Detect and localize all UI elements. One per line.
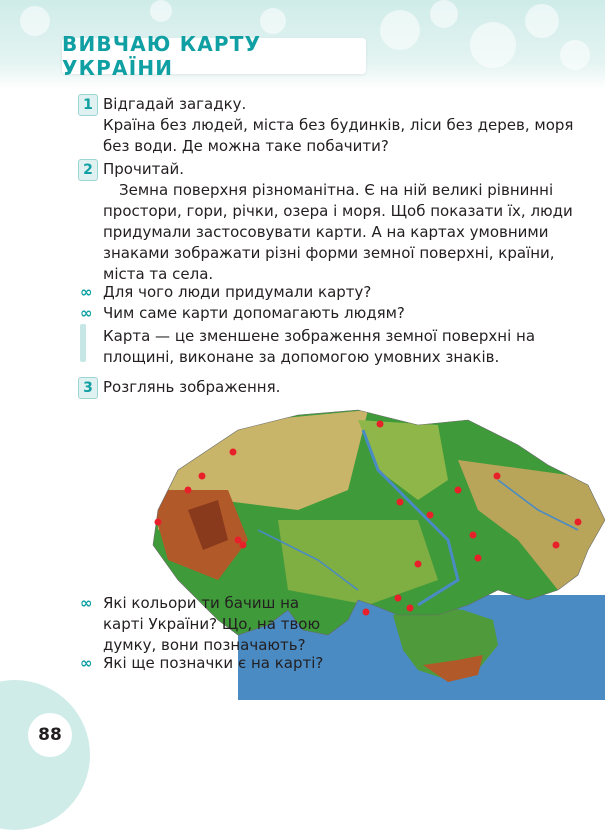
city-marker	[494, 473, 501, 480]
task-number-badge: 1	[78, 94, 98, 116]
decor-bubble	[560, 40, 590, 70]
city-marker	[240, 542, 247, 549]
city-marker	[199, 473, 206, 480]
decor-bubble	[20, 6, 50, 36]
decor-bubble	[380, 10, 420, 50]
decor-bubble	[430, 0, 458, 28]
definition-line: площині, виконане за допомогою умовних знаків.	[103, 348, 500, 366]
task1-line: без води. Де можна таке побачити?	[103, 137, 389, 155]
definition-marker-bar	[80, 324, 86, 362]
task3-question-line: Які ще позначки є на карті?	[103, 654, 324, 672]
task2-text-line: Земна поверхня різноманітна. Є на ній великі рівнинні	[119, 181, 554, 199]
task2-text-line: придумали застосовувати карти. А на картах умовними	[103, 223, 549, 241]
city-marker	[155, 519, 162, 526]
task3-heading: Розглянь зображення.	[103, 378, 281, 396]
infinity-bullet-icon: ∞	[80, 304, 93, 322]
task2-heading: Прочитай.	[103, 160, 185, 178]
task-number-badge: 3	[78, 377, 98, 399]
task3-question-line: думку, вони позначають?	[103, 636, 306, 654]
task1-line: Країна без людей, міста без будинків, ліси без дерев, моря	[103, 116, 574, 134]
page-title: ВИВЧАЮ КАРТУ УКРАЇНИ	[62, 32, 262, 80]
city-marker	[397, 499, 404, 506]
decor-bubble	[150, 0, 172, 22]
city-marker	[395, 595, 402, 602]
infinity-bullet-icon: ∞	[80, 283, 93, 301]
decor-bubble	[525, 4, 559, 38]
task2-text-line: знаками зображати різні форми земної поверхні, країни,	[103, 244, 555, 262]
task2-question: Для чого люди придумали карту?	[103, 283, 372, 301]
city-marker	[415, 561, 422, 568]
city-marker	[235, 537, 242, 544]
infinity-bullet-icon: ∞	[80, 654, 93, 672]
page-number: 88	[28, 713, 72, 757]
decor-bubble	[260, 8, 286, 34]
page-title-box	[62, 32, 366, 80]
task2-text-line: міста та села.	[103, 265, 214, 283]
task1-line: Відгадай загадку.	[103, 95, 247, 113]
infinity-bullet-icon: ∞	[80, 594, 93, 612]
task2-text-line: простори, гори, річки, озера і моря. Щоб показати їх, люди	[103, 202, 573, 220]
task2-question: Чим саме карти допомагають людям?	[103, 304, 405, 322]
city-marker	[455, 487, 462, 494]
city-marker	[470, 532, 477, 539]
city-marker	[553, 542, 560, 549]
city-marker	[407, 605, 414, 612]
city-marker	[427, 512, 434, 519]
city-marker	[377, 421, 384, 428]
decor-bubble	[470, 22, 516, 68]
city-marker	[230, 449, 237, 456]
task3-question-line: карті України? Що, на твою	[103, 615, 321, 633]
city-marker	[185, 487, 192, 494]
task3-question-line: Які кольори ти бачиш на	[103, 594, 300, 612]
task-number-badge: 2	[78, 159, 98, 181]
definition-line: Карта — це зменшене зображення земної поверхні на	[103, 327, 536, 345]
city-marker	[575, 519, 582, 526]
city-marker	[475, 555, 482, 562]
city-marker	[363, 609, 370, 616]
